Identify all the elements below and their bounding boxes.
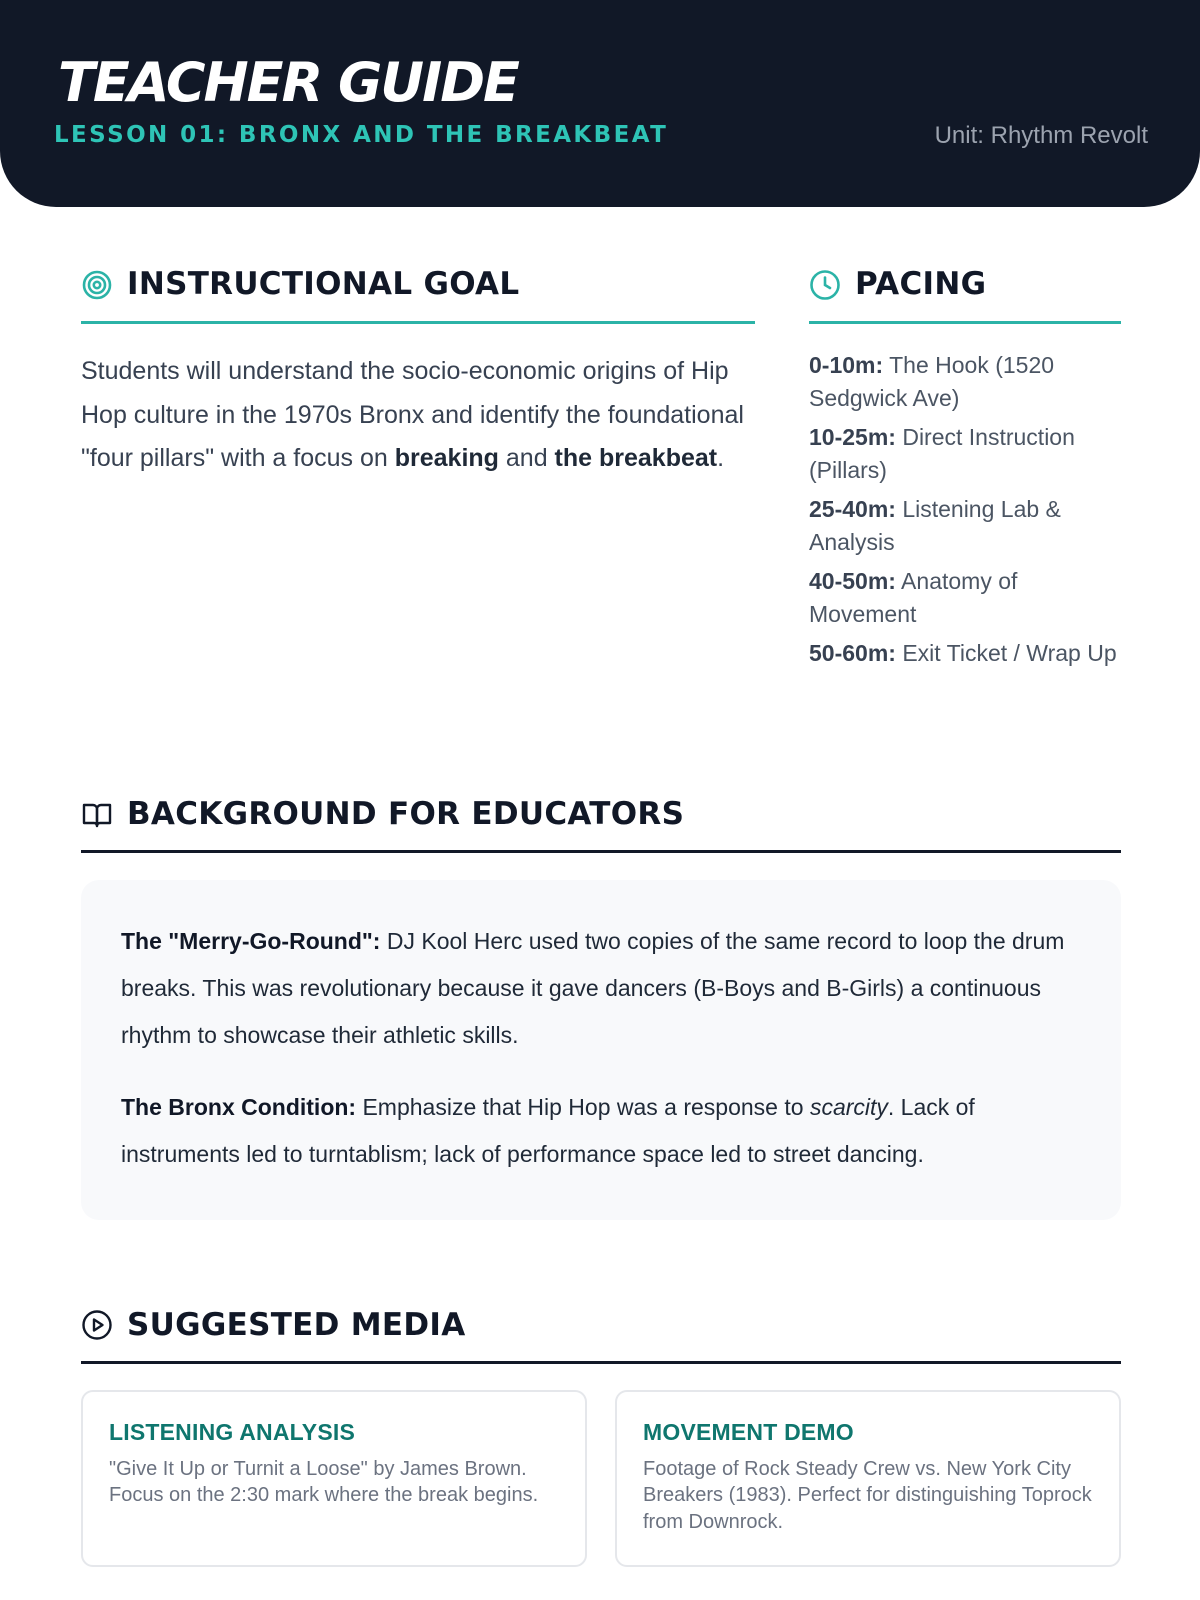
unit-label: Unit: Rhythm Revolt — [934, 122, 1148, 149]
background-box — [81, 880, 1121, 1220]
target-icon — [81, 269, 113, 301]
clock-icon — [809, 269, 841, 301]
pacing-item: 25-40m: Listening Lab & Analysis — [809, 496, 1061, 555]
goal-bold-breakbeat: the breakbeat — [554, 444, 718, 472]
pacing-item: 10-25m: Direct Instruction (Pillars) — [809, 424, 1075, 483]
media-card-listening[interactable] — [81, 1390, 587, 1567]
media-card-title: MOVEMENT DEMO — [643, 1419, 854, 1445]
page-header — [0, 0, 1200, 207]
media-card-description: Footage of Rock Steady Crew vs. New York City Breakers (1983). Perfect for distinguishing Toprock from Downrock. — [643, 1457, 1092, 1533]
goal-text: Students will understand the socio-economic origins of Hip Hop culture in the 1970s Bronx and identify the foundational "four pillars" with a focus on breaking and the breakbeat. — [81, 357, 744, 472]
pacing-heading: PACING — [855, 266, 987, 302]
page-title: TEACHER GUIDE — [58, 51, 518, 114]
goal-heading: INSTRUCTIONAL GOAL — [127, 266, 520, 302]
pacing-item: 40-50m: Anatomy of Movement — [809, 568, 1018, 627]
background-heading: BACKGROUND FOR EDUCATORS — [127, 796, 685, 832]
pacing-item: 0-10m: The Hook (1520 Sedgwick Ave) — [809, 352, 1055, 411]
media-heading: SUGGESTED MEDIA — [127, 1306, 466, 1343]
goal-section-header — [81, 262, 755, 324]
goal-bold-breaking: breaking — [394, 444, 499, 472]
pacing-list — [809, 349, 1129, 676]
media-card-description: "Give It Up or Turnit a Loose" by James Brown. Focus on the 2:30 mark where the break begins. — [109, 1457, 539, 1507]
bronx-condition-paragraph: The Bronx Condition: Emphasize that Hip Hop was a response to scarcity. Lack of instruments led to turntablism; lack of performance space led to street dancing. — [121, 1094, 975, 1167]
media-section-header — [81, 1303, 1121, 1364]
book-icon — [81, 799, 113, 831]
pacing-section-header — [809, 262, 1121, 324]
media-card-title: LISTENING ANALYSIS — [109, 1419, 355, 1445]
play-circle-icon — [81, 1309, 113, 1341]
lesson-subtitle: LESSON 01: BRONX AND THE BREAKBEAT — [54, 122, 669, 148]
merry-go-round-paragraph: The "Merry-Go-Round": DJ Kool Herc used two copies of the same record to loop the drum breaks. This was revolutionary because it gave dancers (B-Boys and B-Girls) a continuous rhythm to showcase their athletic skills. — [121, 928, 1065, 1048]
pacing-item: 50-60m: Exit Ticket / Wrap Up — [809, 640, 1117, 666]
background-section-header — [81, 793, 1121, 853]
media-card-movement[interactable] — [615, 1390, 1121, 1567]
